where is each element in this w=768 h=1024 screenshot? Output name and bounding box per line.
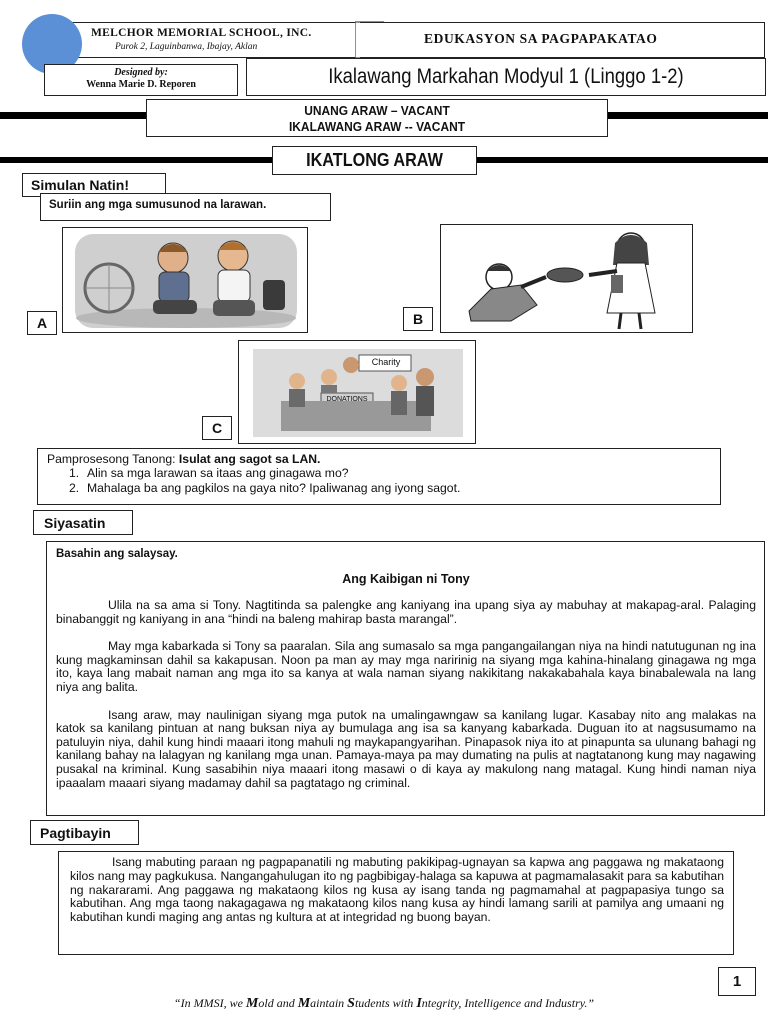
processing-questions-box [37,448,721,505]
vacant-day-1: UNANG ARAW – VACANT [304,103,450,118]
image-a [62,227,308,333]
donations-sign: DONATIONS [326,396,368,403]
charity-sign: Charity [371,357,401,367]
school-name-box [44,22,356,58]
pagtibayin-paragraph: Isang mabuting paraan ng pagpapanatili ng mabuting pakikipag-ugnayan sa kapwa ang paggawa ng makataong kilos nang may pagkukusa. Nangangahulugan ito ng pagbibigay-halaga sa kapuwa at pagmamalasakit para sa kabutihan ng nakararami. Ang paggawa ng makataong kilos ng kusa ay isang tanda ng pagmamahal at pagpapasiya tungo sa kabutihan. Ang mga taong nakagagawa ng makataong kilos nang kusa ay hindi lamang sarili at pamilya ang umaani ng kabutihan kundi maging ang antas ng kultura at at integridad ng buong bayan. [70,855,724,925]
story-box [46,541,765,816]
story-title: Ang Kaibigan ni Tony [342,572,470,586]
day3-title-box [272,146,477,175]
module-title-box [246,58,766,96]
story-paragraph-1: Ulila na sa ama si Tony. Nagtitinda sa palengke ang kaniyang ina upang siya ay mabuhay at makapag-aral. Palaging binabanggit ng kaniyang in ana “hindi na baleng mahirap basta marangal”. [56,598,756,626]
module-title: Ikalawang Markahan Modyul 1 (Linggo 1-2) [328,65,684,88]
label-a: A [27,311,57,335]
siyasatin-heading: Siyasatin [33,510,133,535]
questions-intro: Pamprosesong Tanong: [47,452,179,466]
subject-box [360,22,765,58]
simulan-instruction: Suriin ang mga sumusunod na larawan. [40,193,331,221]
pagtibayin-heading: Pagtibayin [30,820,139,845]
designed-by-label: Designed by: [114,67,168,78]
designer-box [44,64,238,96]
page-number: 1 [718,967,756,996]
charity-donation-illustration [239,341,476,444]
footer-motto: “In MMSI, we Mold and Maintain Students with Integrity, Intelligence and Industry.” [173,996,595,1011]
label-b: B [403,307,433,331]
label-c: C [202,416,232,440]
question-2: 2. Mahalaga ba ang pagkilos na gaya nito? Ipaliwanag ang iyong sagot. [69,481,461,495]
vacant-days-box [146,99,608,137]
giving-to-beggar-illustration [441,225,693,333]
school-name: MELCHOR MEMORIAL SCHOOL, INC. [91,27,312,39]
image-c [238,340,476,444]
story-instruction: Basahin ang salaysay. [56,548,178,560]
designer-name: Wenna Marie D. Reporen [86,79,196,90]
questions-intro-bold: Isulat ang sagot sa LAN. [178,452,321,466]
story-paragraph-2: May mga kabarkada si Tony sa paaralan. Sila ang sumasalo sa mga pangangailangan niya na hindi natutugunan ng ina kung magkaminsan dahil sa kakapusan. Noon pa man ay may mga naririnig na siyang mga kahina-hinalang ginagawa ng mga ito, kaya lang mabait naman ang mga ito sa kanya at wala naman siyang nakikitang nakakabahala kaya binabalewala na lang niya ang balita. [56,639,756,694]
simulan-heading: Simulan Natin! [22,173,166,197]
helping-injured-boy-illustration [63,228,308,333]
image-b [440,224,693,333]
vacant-day-2: IKALAWANG ARAW -- VACANT [288,119,466,134]
story-paragraph-3: Isang araw, may naulinigan siyang mga putok na umalingawngaw sa kanilang lugar. Kasabay nito ang malakas na katok sa kanilang pintuan at nang buksan niya ay bumulaga ang isa sa kanyang kabarkada. Duguan ito at nagsusumamo na patuluyin niya, dahil kung hindi maaari itong mahuli ng maykapangyarihan. Pinapasok niya ito at pinapunta sa ulunang bahagi ng kanilang bahay na lalagyan ng kanilang mga unan. Pamaya-maya pa may dumating na pulis at nagtatanong kung may nagawing pusakal na kriminal. Kung sasabihin niya maaari itong masawi o di kaya ay makulong nang matagal. Kung hindi naman niya ipaaalam maaari siyang madamay dahil sa pagtatago ng criminal. [56,707,756,790]
school-address: Purok 2, Laguinbanwa, Ibajay, Aklan [115,42,258,52]
pagtibayin-box [58,851,734,955]
day3-title: IKATLONG ARAW [306,150,443,170]
subject-title: EDUKASYON SA PAGPAPAKATAO [424,31,658,46]
question-1: 1. Alin sa mga larawan sa itaas ang ginagawa mo? [69,466,349,480]
